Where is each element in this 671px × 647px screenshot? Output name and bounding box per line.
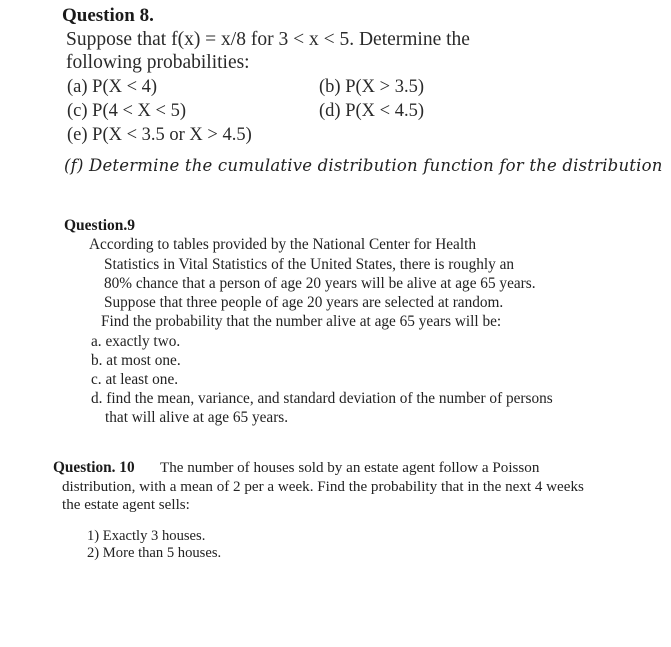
question-8-part-e: (e) P(X < 3.5 or X > 4.5) [67,125,252,145]
question-10-line-3: the estate agent sells: [62,497,190,513]
question-10-title: Question. 10 [53,459,135,476]
question-10-line-2: distribution, with a mean of 2 per a week. Find the probability that in the next 4 weeks [62,479,584,495]
question-9-line-3: 80% chance that a person of age 20 years will be alive at age 65 years. [104,275,536,292]
question-9-item-a: a. exactly two. [91,333,181,350]
question-9-line-2: Statistics in Vital Statistics of the United States, there is roughly an [104,256,515,273]
question-8-title: Question 8. [62,5,154,26]
question-9-title: Question.9 [64,217,136,234]
question-9-item-b: b. at most one. [91,352,181,369]
question-8-part-d: (d) P(X < 4.5) [319,101,424,121]
question-8-part-a: (a) P(X < 4) [67,77,158,97]
question-10-item-1: 1) Exactly 3 houses. [87,528,206,544]
question-9-line-4: Suppose that three people of age 20 years are selected at random. [104,294,504,311]
question-8-intro-line-2: following probabilities: [66,52,250,73]
question-9-item-c: c. at least one. [91,371,179,388]
question-10-item-2: 2) More than 5 houses. [87,545,222,561]
question-9-line-1: According to tables provided by the National Center for Health [89,236,476,253]
question-10-line-1: The number of houses sold by an estate agent follow a Poisson [160,460,540,476]
question-8-part-c: (c) P(4 < X < 5) [67,101,186,121]
question-8-part-f: (f) Determine the cumulative distribution function for the distribution [64,156,663,175]
question-9-line-5: Find the probability that the number alive at age 65 years will be: [101,313,502,330]
question-8-intro-line-1: Suppose that f(x) = x/8 for 3 < x < 5. Determine the [66,29,470,50]
question-8-part-b: (b) P(X > 3.5) [319,77,424,97]
question-9-item-d: d. find the mean, variance, and standard deviation of the number of persons [91,390,553,407]
question-9-item-d-continued: that will alive at age 65 years. [105,409,289,426]
